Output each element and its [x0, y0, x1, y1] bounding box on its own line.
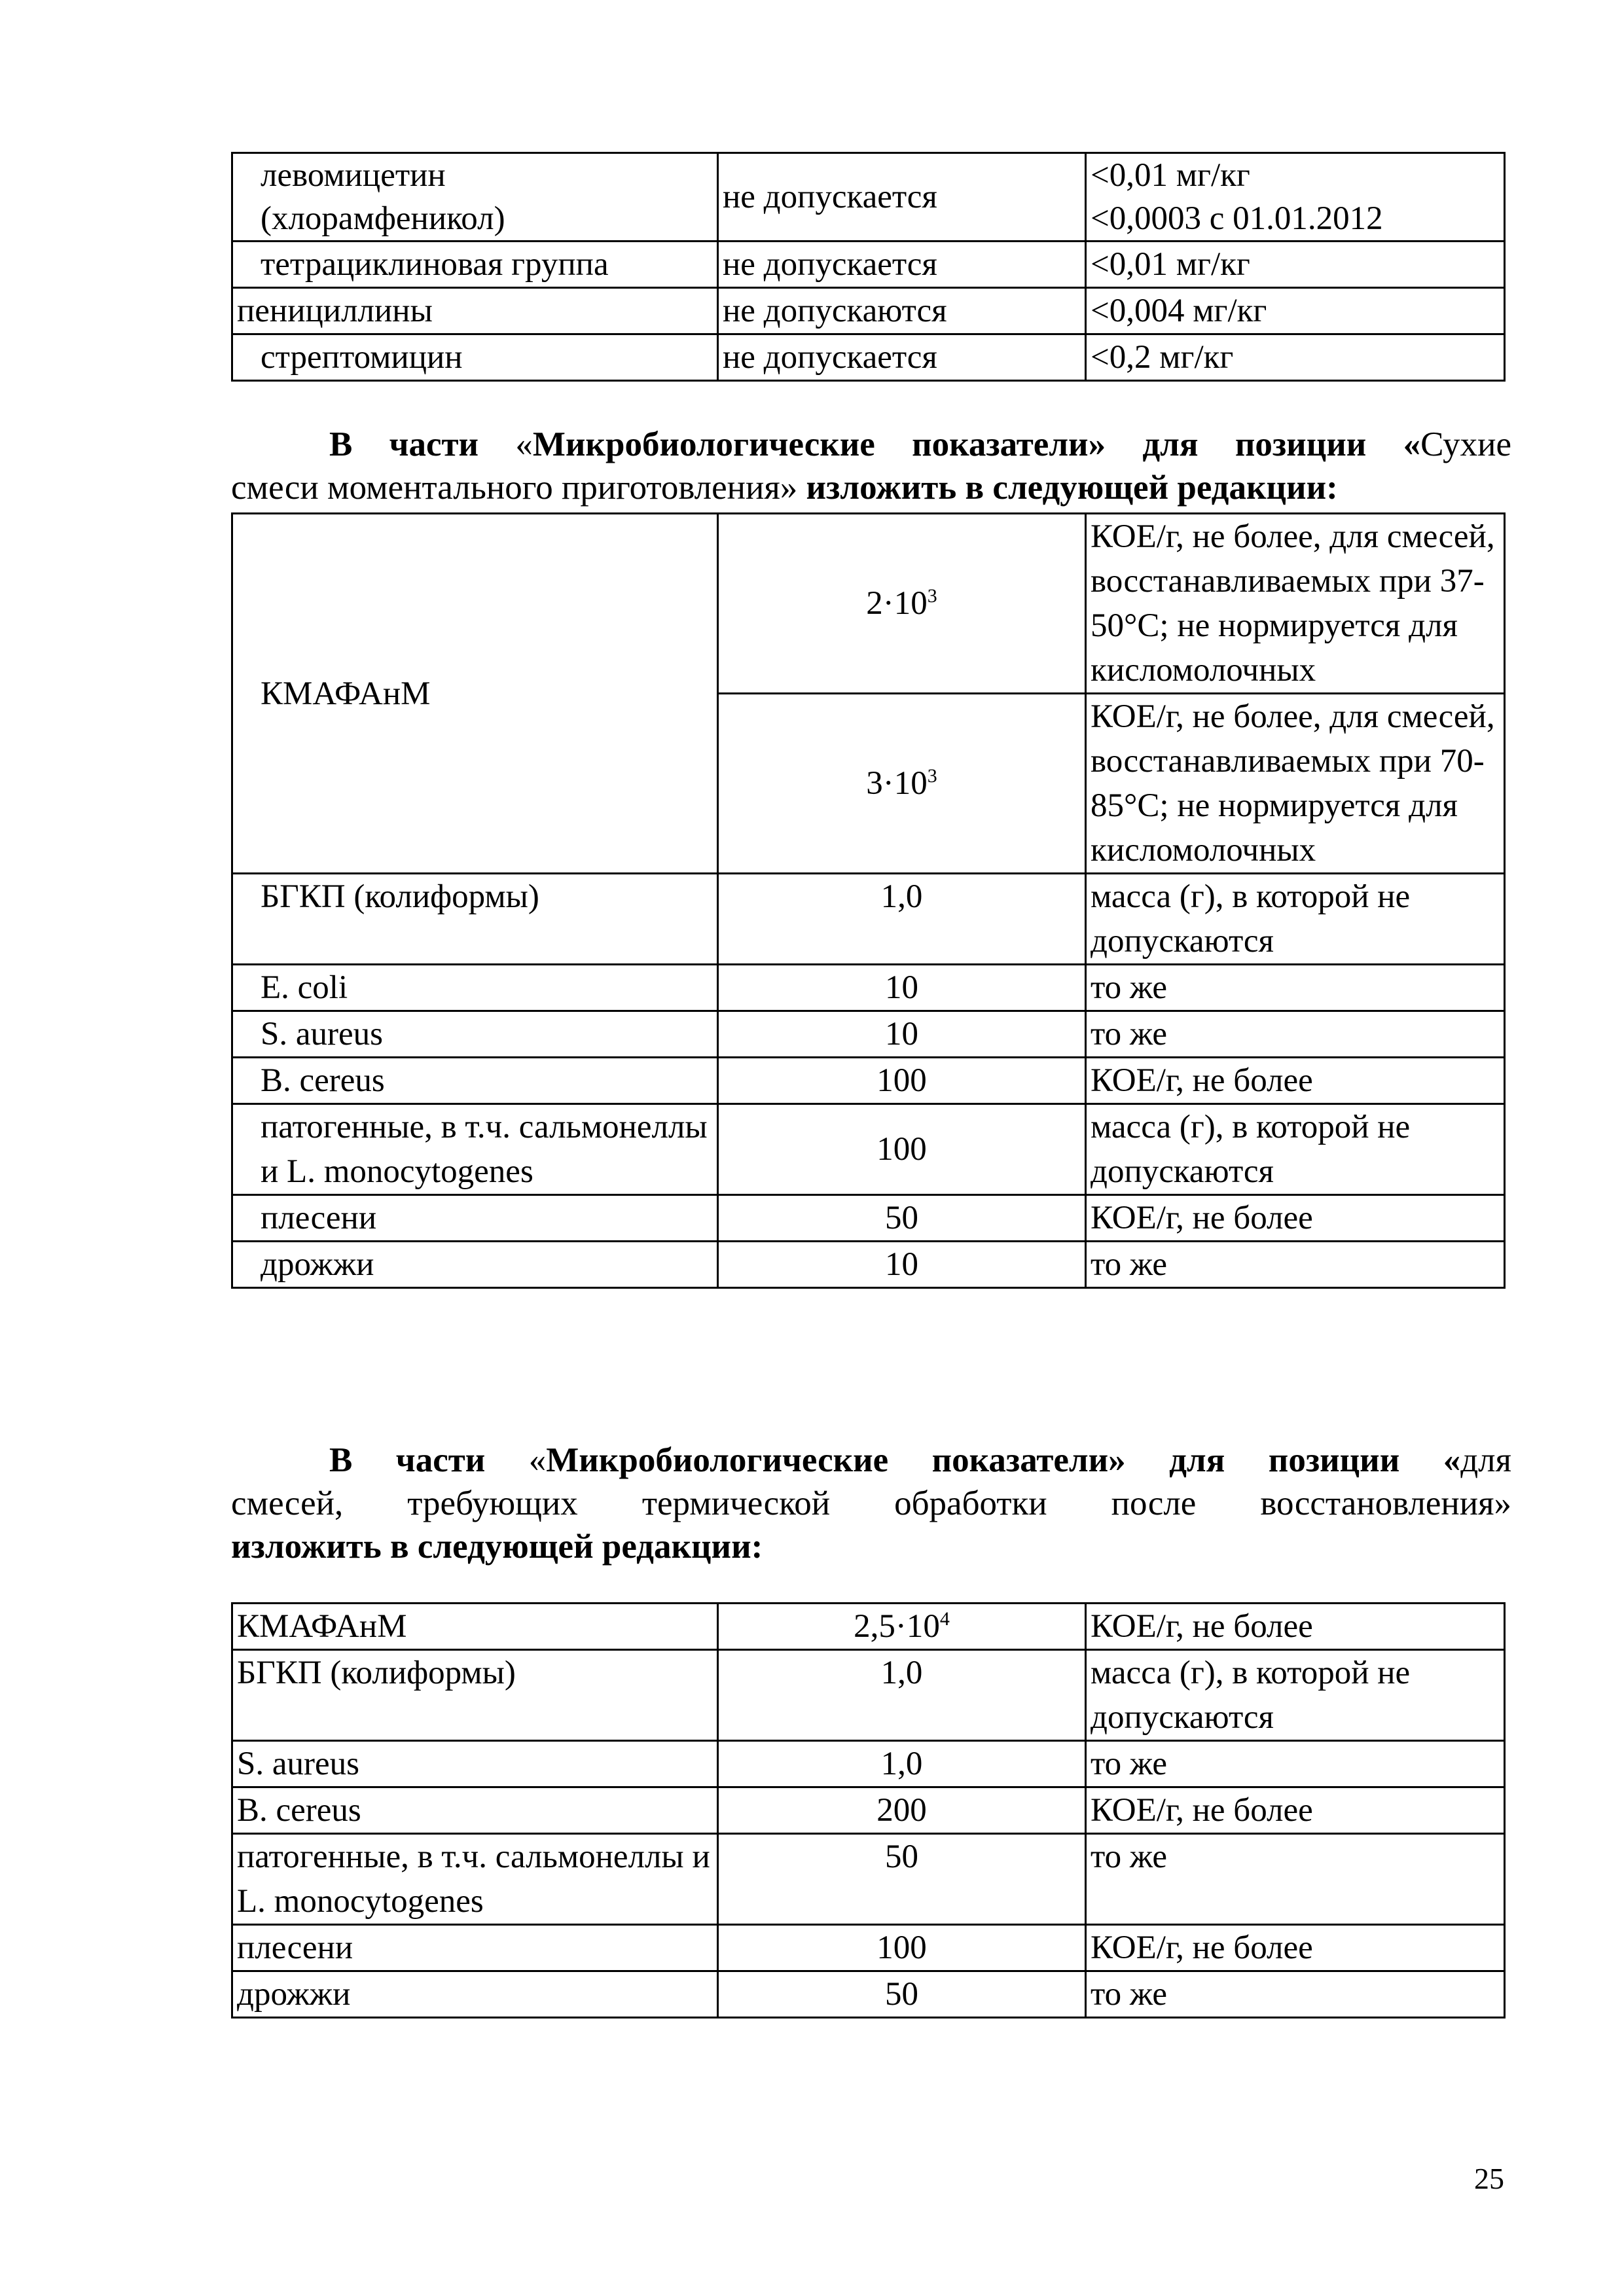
table-cell-value: <0,01 мг/кг — [1086, 242, 1505, 288]
table-row — [232, 1195, 1505, 1242]
table-row — [232, 1058, 1505, 1104]
table-cell-note: КОЕ/г, не более — [1086, 1604, 1505, 1650]
table-row — [232, 1787, 1505, 1834]
table-cell-value: $2\cdot 10^3$ — [718, 514, 1086, 694]
table-cell-name: S. aureus — [232, 1011, 718, 1058]
table-cell-value: $3\cdot 10^3$ — [718, 694, 1086, 874]
table-cell-value: 1,0 — [718, 1650, 1086, 1741]
table-row — [232, 1741, 1505, 1787]
table-cell-note: то же — [1086, 1971, 1505, 2018]
table-cell-value: 100 — [718, 1925, 1086, 1971]
paragraph-line: В части «Микробиологические показатели» для позиции «Сухие — [329, 425, 1512, 463]
table-cell-note: то же — [1086, 965, 1505, 1011]
table-cell-note: КОЕ/г, не более — [1086, 1058, 1505, 1104]
microbiology-table-instant — [231, 512, 1506, 1289]
cell-text: <0,01 мг/кг — [1091, 157, 1250, 194]
table-cell-note: то же — [1086, 1242, 1505, 1288]
microbiology-table-heat-treated — [231, 1602, 1506, 2018]
table-row — [232, 334, 1505, 381]
table-cell-name: КМАФАнМ — [232, 1604, 718, 1650]
table-cell-note: то же — [1086, 1741, 1505, 1787]
table-cell-value: 1,0 — [718, 1741, 1086, 1787]
table-row — [232, 1011, 1505, 1058]
table-row — [232, 242, 1505, 288]
table-cell-value: 50 — [718, 1971, 1086, 2018]
table-cell-name: дрожжи — [232, 1971, 718, 2018]
table-cell-value: 10 — [718, 1011, 1086, 1058]
table-cell-name: БГКП (колиформы) — [232, 874, 718, 965]
table-cell-name: патогенные, в т.ч. сальмонеллы и L. monocytogenes — [232, 1104, 718, 1195]
table-cell-note: то же — [1086, 1011, 1505, 1058]
table-cell-name — [232, 153, 718, 242]
table-cell-value: $2,5\cdot 10^4$ — [718, 1604, 1086, 1650]
table-row — [232, 965, 1505, 1011]
table-cell-value: 200 — [718, 1787, 1086, 1834]
table-cell-name: B. cereus — [232, 1787, 718, 1834]
table-cell-norm: не допускается — [718, 334, 1086, 381]
table-cell-name: патогенные, в т.ч. сальмонеллы и L. monocytogenes — [232, 1834, 718, 1925]
page-number: 25 — [1474, 2162, 1504, 2195]
table-row — [232, 1242, 1505, 1288]
table-row — [232, 1834, 1505, 1925]
table-cell-name: S. aureus — [232, 1741, 718, 1787]
table-cell-value: 100 — [718, 1104, 1086, 1195]
table-cell-value — [1086, 153, 1505, 242]
table-cell-value: 50 — [718, 1195, 1086, 1242]
instruction-paragraph — [231, 423, 1511, 509]
table-cell-name: КМАФАнМ — [232, 514, 718, 874]
table-cell-note: КОЕ/г, не более — [1086, 1925, 1505, 1971]
paragraph-line: смесей, требующих термической обработки после восстановления» — [231, 1484, 1511, 1522]
table-cell-note: КОЕ/г, не более, для смесей, восстанавливаемых при 37-50°С; не нормируется для кисломолочных — [1086, 514, 1505, 694]
table-row — [232, 1604, 1505, 1650]
paragraph-line: В части «Микробиологические показатели» для позиции «для — [329, 1441, 1512, 1479]
table-cell-value: 100 — [718, 1058, 1086, 1104]
table-cell-name: плесени — [232, 1195, 718, 1242]
table-row — [232, 874, 1505, 965]
table-cell-name: плесени — [232, 1925, 718, 1971]
table-cell-note: то же — [1086, 1834, 1505, 1925]
table-cell-norm: не допускается — [718, 242, 1086, 288]
table-row — [232, 1925, 1505, 1971]
table-cell-note: КОЕ/г, не более — [1086, 1195, 1505, 1242]
table-cell-note: масса (г), в которой не допускаются — [1086, 1650, 1505, 1741]
paragraph-line: изложить в следующей редакции: — [231, 1528, 763, 1566]
table-cell-norm: не допускаются — [718, 288, 1086, 334]
table-cell-name: пенициллины — [232, 288, 718, 334]
table-row — [232, 514, 1505, 694]
table-row — [232, 288, 1505, 334]
table-cell-note: КОЕ/г, не более — [1086, 1787, 1505, 1834]
instruction-paragraph — [231, 1439, 1511, 1568]
table-cell-value: 10 — [718, 965, 1086, 1011]
table-cell-value: <0,2 мг/кг — [1086, 334, 1505, 381]
table-cell-value: <0,004 мг/кг — [1086, 288, 1505, 334]
table-cell-value: 10 — [718, 1242, 1086, 1288]
table-cell-name: B. cereus — [232, 1058, 718, 1104]
cell-text: левомицетин — [261, 157, 446, 194]
table-row — [232, 1104, 1505, 1195]
table-cell-note: КОЕ/г, не более, для смесей, восстанавливаемых при 70-85°С; не нормируется для кисломолочных — [1086, 694, 1505, 874]
cell-text: <0,0003 с 01.01.2012 — [1091, 200, 1383, 237]
table-cell-name: тетрациклиновая группа — [232, 242, 718, 288]
cell-text: (хлорамфеникол) — [261, 200, 505, 237]
table-cell-name: БГКП (колиформы) — [232, 1650, 718, 1741]
table-cell-norm: не допускается — [718, 153, 1086, 242]
table-cell-note: масса (г), в которой не допускаются — [1086, 874, 1505, 965]
antibiotics-table — [231, 152, 1506, 382]
table-row — [232, 1971, 1505, 2018]
table-row — [232, 1650, 1505, 1741]
table-cell-note: масса (г), в которой не допускаются — [1086, 1104, 1505, 1195]
table-cell-name: дрожжи — [232, 1242, 718, 1288]
table-cell-value: 50 — [718, 1834, 1086, 1925]
table-cell-value: 1,0 — [718, 874, 1086, 965]
table-cell-name: E. coli — [232, 965, 718, 1011]
table-cell-name: стрептомицин — [232, 334, 718, 381]
paragraph-line: смеси моментального приготовления» изложить в следующей редакции: — [231, 469, 1338, 507]
table-row — [232, 153, 1505, 242]
